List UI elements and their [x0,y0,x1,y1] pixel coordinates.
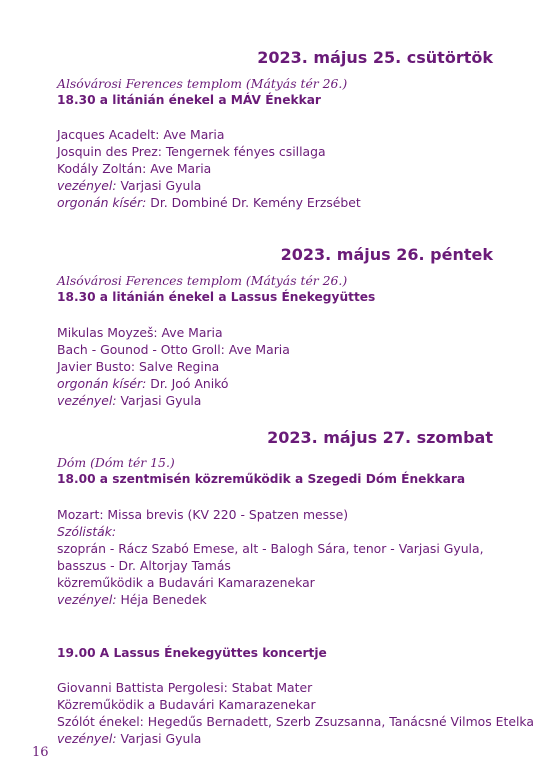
event-1-headline: 18.30 a litánián énekel a MÁV Énekkar [57,93,321,107]
event-2-organ-line [57,375,229,392]
event-1-organ-line [57,194,361,211]
event-4-conductor-line [57,730,201,747]
event-1-conductor-label: vezényel: [57,178,117,193]
event-2-organ: Dr. Joó Anikó [150,376,229,391]
event-2-venue: Alsóvárosi Ferences templom (Mátyás tér 26.) [57,273,348,288]
event-1-conductor: Varjasi Gyula [120,178,202,193]
event-3-soloists-1: szoprán - Rácz Szabó Emese, alt - Balogh Sára, tenor - Varjasi Gyula, [57,541,484,556]
event-3-conductor: Héja Benedek [120,592,207,607]
event-2-program-1: Mikulas Moyzeš: Ave Maria [57,325,223,340]
event-2-headline: 18.30 a litánián énekel a Lassus Énekegyüttes [57,290,376,304]
event-1-organ-label: orgonán kísér: [57,195,147,210]
event-2-organ-label: orgonán kísér: [57,376,147,391]
event-4-headline: 19.00 A Lassus Énekegyüttes koncertje [57,646,327,660]
event-4-conductor-label: vezényel: [57,731,117,746]
event-4-conductor: Varjasi Gyula [120,731,202,746]
event-2-conductor-line [57,392,201,409]
event-2-conductor-label: vezényel: [57,393,117,408]
event-2-date: 2023. május 26. péntek [280,245,493,264]
event-3-conductor-line [57,591,207,608]
event-4-program-3: Szólót énekel: Hegedűs Bernadett, Szerb Zsuzsanna, Tanácsné Vilmos Etelka [57,714,534,729]
event-3-date: 2023. május 27. szombat [267,428,493,447]
page-number: 16 [32,745,49,760]
event-1-organ: Dr. Dombiné Dr. Kemény Erzsébet [150,195,361,210]
event-1-date: 2023. május 25. csütörtök [257,48,493,67]
event-2-conductor: Varjasi Gyula [120,393,202,408]
event-3-program-1: Mozart: Missa brevis (KV 220 - Spatzen messe) [57,507,349,522]
event-1-program-3: Kodály Zoltán: Ave Maria [57,161,212,176]
event-3-venue: Dóm (Dóm tér 15.) [57,455,175,470]
event-4-program-2: Közreműködik a Budavári Kamarazenekar [57,697,316,712]
event-3-orchestra: közreműködik a Budavári Kamarazenekar [57,575,315,590]
event-4-program-1: Giovanni Battista Pergolesi: Stabat Mater [57,680,313,695]
event-3-soloists-label: Szólisták: [57,524,117,539]
event-2-program-2: Bach - Gounod - Otto Groll: Ave Maria [57,342,290,357]
event-1-venue: Alsóvárosi Ferences templom (Mátyás tér 26.) [57,76,348,91]
event-1-conductor-line [57,177,201,194]
event-1-program-2: Josquin des Prez: Tengernek fényes csillaga [57,144,326,159]
event-2-program-3: Javier Busto: Salve Regina [57,359,220,374]
event-1-program-1: Jacques Acadelt: Ave Maria [57,127,225,142]
event-3-conductor-label: vezényel: [57,592,117,607]
event-3-headline: 18.00 a szentmisén közreműködik a Szegedi Dóm Énekkara [57,472,466,486]
event-3-soloists-2: basszus - Dr. Altorjay Tamás [57,558,231,573]
